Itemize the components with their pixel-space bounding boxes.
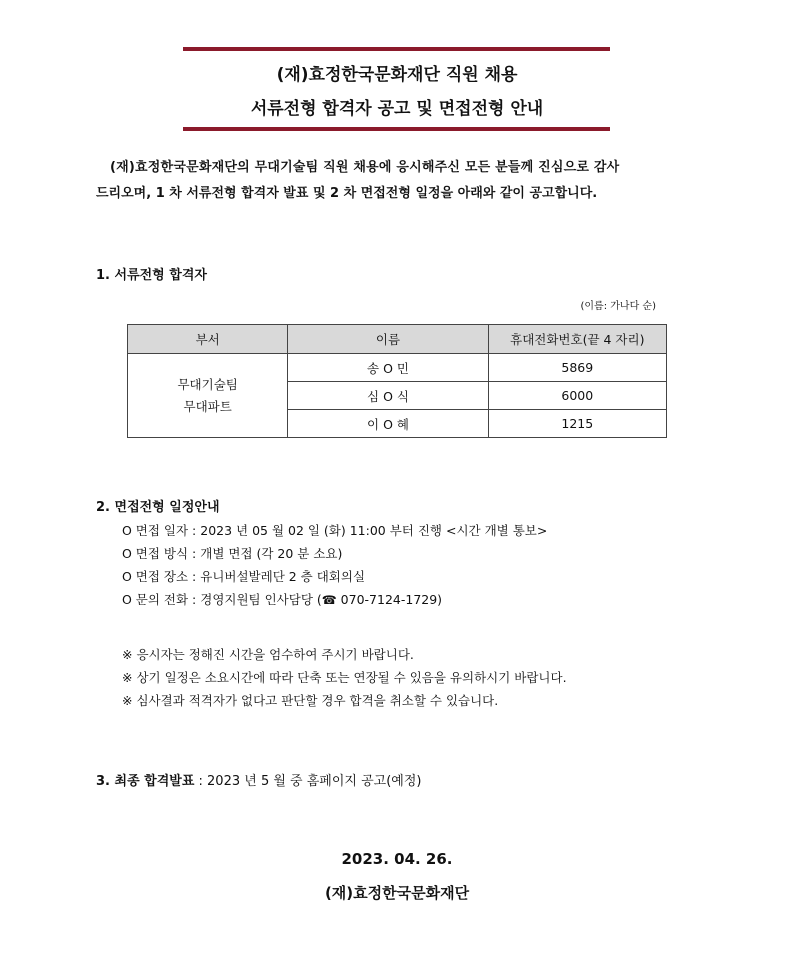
header-department: 부서 (128, 325, 288, 354)
interview-info-list (122, 519, 547, 612)
header-phone: 휴대전화번호(끝 4 자리) (488, 325, 666, 354)
table-header-row (128, 325, 667, 354)
intro-line1: (재)효정한국문화재단의 무대기술팀 직원 채용에 응시해주신 모든 분들께 진심으로 감사 (110, 160, 620, 175)
intro-paragraph (96, 155, 706, 207)
contact-number: 070-7124-1729) (336, 592, 443, 607)
section3-final-announcement (96, 770, 421, 789)
list-item: O 면접 방식 : 개별 면접 (각 20 분 소요) (122, 546, 343, 561)
notes-list (122, 643, 567, 712)
section3-text: : 2023 년 5 월 중 홈페이지 공고(예정) (194, 774, 422, 789)
phone-cell: 6000 (488, 382, 666, 410)
phone-cell: 1215 (488, 410, 666, 438)
table-row (128, 354, 667, 382)
phone-cell: 5869 (488, 354, 666, 382)
name-order-note: (이름: 가나다 순) (580, 301, 656, 312)
phone-icon: ☎ (321, 593, 337, 607)
note-item: ※ 상기 일정은 소요시간에 따라 단축 또는 연장될 수 있음을 유의하시기 바랍니다. (122, 670, 567, 685)
contact-prefix: O 문의 전화 : 경영지원팀 인사담당 ( (122, 592, 322, 607)
announcement-date: 2023. 04. 26. (341, 850, 453, 868)
title-top-rule (183, 47, 610, 51)
note-item: ※ 심사결과 적격자가 없다고 판단할 경우 합격을 취소할 수 있습니다. (122, 693, 499, 708)
name-cell: 송 O 민 (288, 354, 488, 382)
name-cell: 이 O 혜 (288, 410, 488, 438)
section1-heading: 1. 서류전형 합격자 (96, 268, 207, 283)
department-cell (128, 354, 288, 438)
section2-heading: 2. 면접전형 일정안내 (96, 500, 220, 515)
page-title-line1: (재)효정한국문화재단 직원 채용 (276, 65, 518, 85)
title-bottom-rule (183, 127, 610, 131)
page-title-line2: 서류전형 합격자 공고 및 면접전형 안내 (250, 99, 544, 119)
section3-heading: 3. 최종 합격발표 (96, 774, 195, 789)
list-item: O 면접 장소 : 유니버설발레단 2 층 대회의실 (122, 569, 366, 584)
applicants-table (127, 324, 667, 438)
department-line2: 무대파트 (183, 398, 232, 414)
header-name: 이름 (288, 325, 488, 354)
department-line1: 무대기술팀 (177, 376, 238, 392)
organization-name: (재)효정한국문화재단 (324, 884, 470, 902)
list-item-contact (122, 588, 547, 612)
intro-line2: 드리오며, 1 차 서류전형 합격자 발표 및 2 차 면접전형 일정을 아래와 같이 공고합니다. (96, 186, 598, 201)
name-cell: 심 O 식 (288, 382, 488, 410)
note-item: ※ 응시자는 정해진 시간을 엄수하여 주시기 바랍니다. (122, 647, 414, 662)
list-item: O 면접 일자 : 2023 년 05 월 02 일 (화) 11:00 부터 진행 <시간 개별 통보> (122, 523, 548, 538)
